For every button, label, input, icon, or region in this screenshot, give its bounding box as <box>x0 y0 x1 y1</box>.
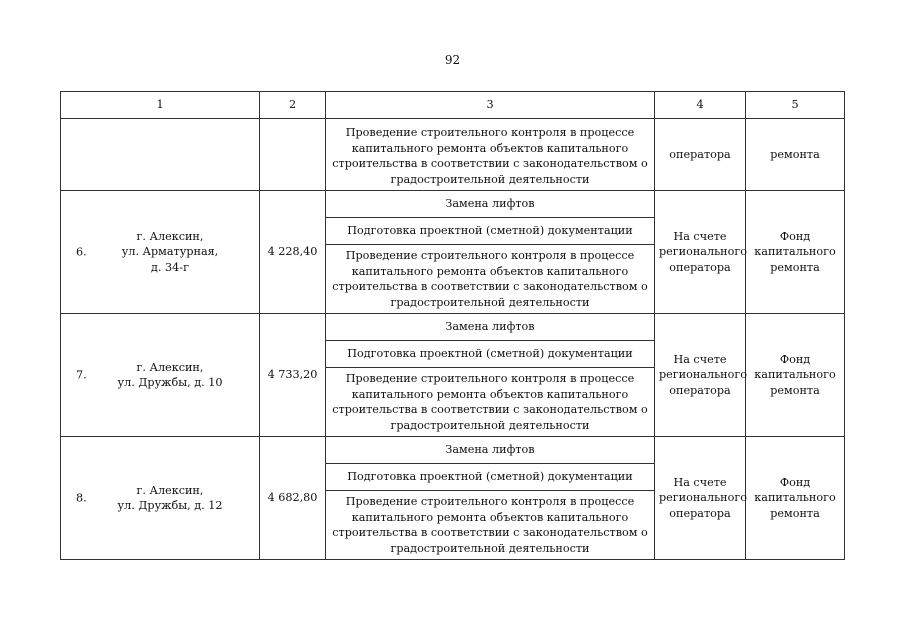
row-number: 7. <box>76 368 87 382</box>
address-cell <box>61 191 260 314</box>
address-text: г. Алексин, ул. Дружбы, д. 10 <box>117 360 223 389</box>
account-cell: На счете регионального оператора <box>655 437 746 560</box>
work-cell: Подготовка проектной (сметной) документации <box>326 218 655 245</box>
address-text: г. Алексин, ул. Арматурная, д. 34-г <box>121 229 219 274</box>
work-cell: Проведение строительного контроля в процессе капитального ремонта объектов капитального строительства в соответствии с законодательством о градостроительной деятельности <box>326 368 655 437</box>
column-header: 2 <box>260 92 326 119</box>
funding-source-cell: ремонта <box>746 119 845 191</box>
funding-source-cell: Фонд капитального ремонта <box>746 437 845 560</box>
column-header: 4 <box>655 92 746 119</box>
page-number: 92 <box>444 53 461 67</box>
account-cell: На счете регионального оператора <box>655 314 746 437</box>
work-cell: Замена лифтов <box>326 191 655 218</box>
funding-source-cell: Фонд капитального ремонта <box>746 191 845 314</box>
table-row <box>61 437 845 464</box>
area-cell: 4 733,20 <box>260 314 326 437</box>
work-cell: Подготовка проектной (сметной) документации <box>326 464 655 491</box>
area-cell: 4 228,40 <box>260 191 326 314</box>
account-cell: оператора <box>655 119 746 191</box>
address-cell <box>61 437 260 560</box>
work-cell: Замена лифтов <box>326 437 655 464</box>
address-cell <box>61 314 260 437</box>
work-cell: Проведение строительного контроля в процессе капитального ремонта объектов капитального строительства в соответствии с законодательством о градостроительной деятельности <box>326 119 655 191</box>
table-row <box>61 314 845 341</box>
address-cell <box>61 119 260 191</box>
work-cell: Подготовка проектной (сметной) документации <box>326 341 655 368</box>
table-header-row <box>61 92 845 119</box>
area-cell <box>260 119 326 191</box>
row-number: 8. <box>76 491 87 505</box>
account-cell: На счете регионального оператора <box>655 191 746 314</box>
column-header: 3 <box>326 92 655 119</box>
column-header: 5 <box>746 92 845 119</box>
work-cell: Проведение строительного контроля в процессе капитального ремонта объектов капитального строительства в соответствии с законодательством о градостроительной деятельности <box>326 491 655 560</box>
row-number: 6. <box>76 245 87 259</box>
address-text: г. Алексин, ул. Дружбы, д. 12 <box>117 483 223 512</box>
area-cell: 4 682,80 <box>260 437 326 560</box>
work-cell: Проведение строительного контроля в процессе капитального ремонта объектов капитального строительства в соответствии с законодательством о градостроительной деятельности <box>326 245 655 314</box>
works-table <box>60 91 845 560</box>
funding-source-cell: Фонд капитального ремонта <box>746 314 845 437</box>
column-header: 1 <box>61 92 260 119</box>
continuation-row <box>61 119 845 191</box>
work-cell: Замена лифтов <box>326 314 655 341</box>
table-row <box>61 191 845 218</box>
